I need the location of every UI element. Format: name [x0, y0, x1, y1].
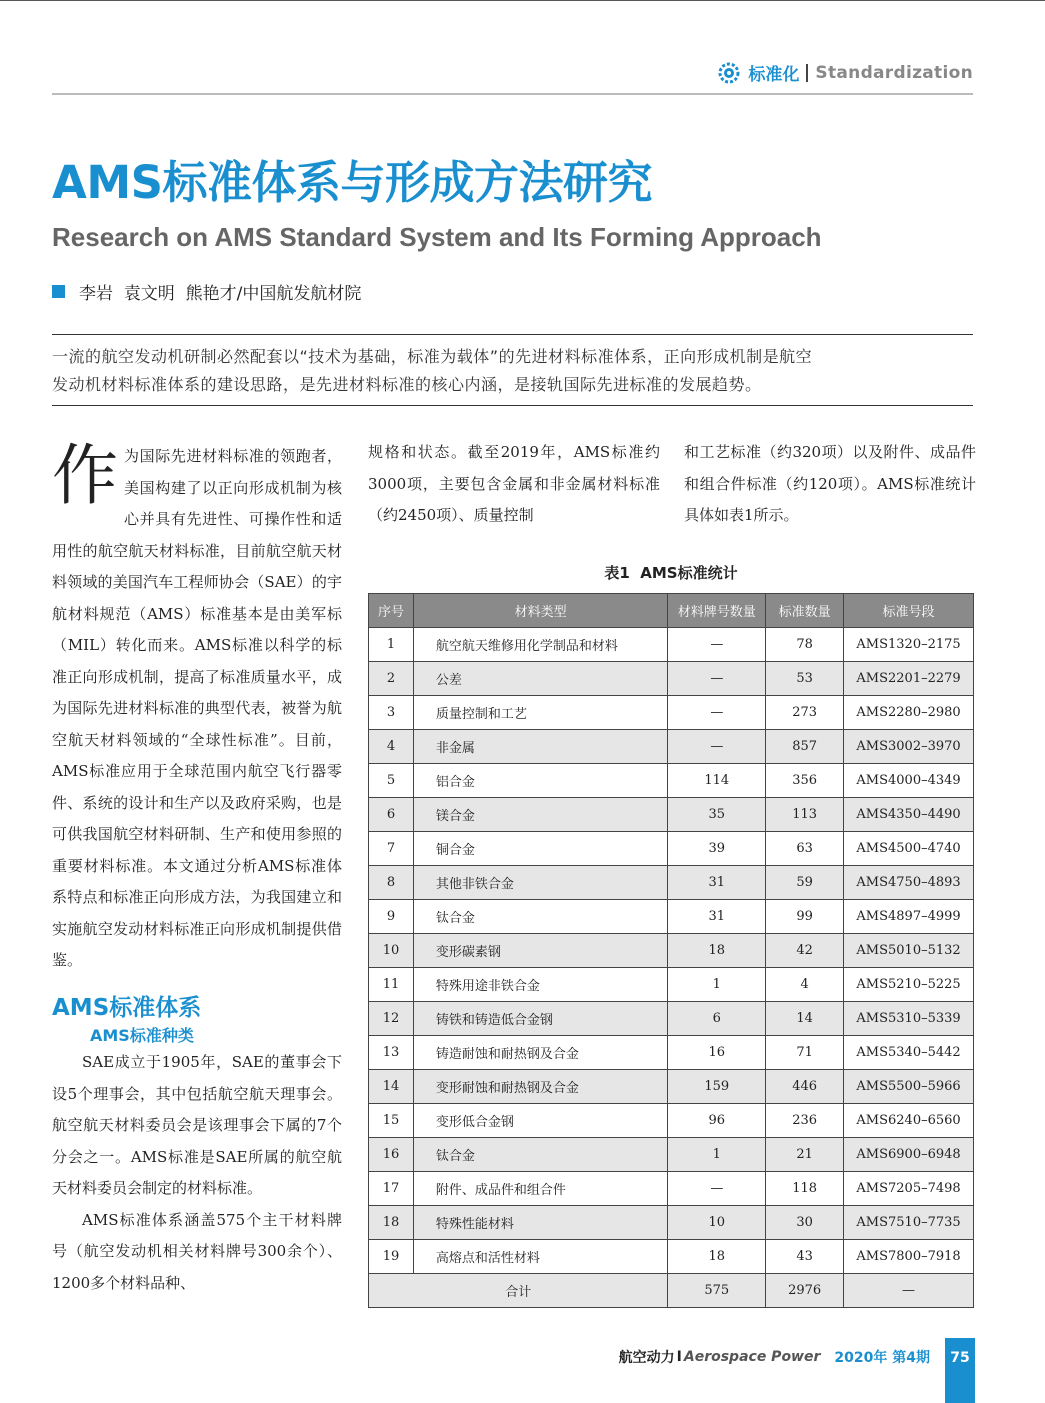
cell-standard-count: 59 [766, 866, 844, 900]
cell-material-type: 铸造耐蚀和耐热钢及合金 [413, 1036, 667, 1070]
section-label-cn: 标准化 [748, 65, 800, 85]
cell-brand-count: — [668, 628, 766, 662]
cell-material-type: 变形碳素钢 [413, 934, 667, 968]
cell-standard-range: AMS7800–7918 [844, 1240, 974, 1274]
total-label: 合计 [369, 1274, 668, 1308]
abstract-line: 发动机材料标准体系的建设思路，是先进材料标准的核心内涵，是接轨国际先进标准的发展趋势。 [52, 375, 762, 394]
cell-material-type: 特殊用途非铁合金 [413, 968, 667, 1002]
cell-index: 7 [369, 832, 414, 866]
cell-index: 18 [369, 1206, 414, 1240]
table-row [369, 628, 974, 662]
abstract-rule-bottom [52, 405, 973, 406]
cell-material-type: 非金属 [413, 730, 667, 764]
cell-standard-count: 21 [766, 1138, 844, 1172]
cell-standard-range: AMS5310–5339 [844, 1002, 974, 1036]
section-subheading: AMS标准种类 [90, 1026, 194, 1045]
cell-material-type: 其他非铁合金 [413, 866, 667, 900]
body-paragraph: 规格和状态。截至2019年，AMS标准约3000项，主要包含金属和非金属材料标准（约2450项）、质量控制 [368, 443, 660, 524]
cell-standard-count: 63 [766, 832, 844, 866]
cell-material-type: 质量控制和工艺 [413, 696, 667, 730]
cell-standard-range: AMS4897–4999 [844, 900, 974, 934]
cell-index: 11 [369, 968, 414, 1002]
table-row [369, 1036, 974, 1070]
table-row [369, 764, 974, 798]
cell-brand-count: 31 [668, 900, 766, 934]
page-number-box [945, 1338, 975, 1403]
cell-material-type: 高熔点和活性材料 [413, 1240, 667, 1274]
cell-standard-range: AMS6240–6560 [844, 1104, 974, 1138]
abstract-rule-top [52, 334, 973, 335]
cell-index: 19 [369, 1240, 414, 1274]
cell-brand-count: 1 [668, 1138, 766, 1172]
cell-standard-range: AMS7510–7735 [844, 1206, 974, 1240]
cell-standard-range: AMS2280–2980 [844, 696, 974, 730]
cell-material-type: 航空航天维修用化学制品和材料 [413, 628, 667, 662]
table-row [369, 798, 974, 832]
cell-brand-count: 16 [668, 1036, 766, 1070]
section-label-en: Standardization [815, 62, 973, 83]
column-3 [684, 437, 976, 532]
cell-brand-count: 18 [668, 1240, 766, 1274]
table-row [369, 900, 974, 934]
header-standard-range: 标准号段 [844, 594, 974, 628]
cell-standard-range: AMS4500–4740 [844, 832, 974, 866]
cell-index: 15 [369, 1104, 414, 1138]
footer-separator: I [676, 1349, 682, 1365]
cell-brand-count: 114 [668, 764, 766, 798]
cell-brand-count: — [668, 730, 766, 764]
cell-standard-count: 30 [766, 1206, 844, 1240]
table-row [369, 1172, 974, 1206]
cell-index: 13 [369, 1036, 414, 1070]
cell-standard-count: 71 [766, 1036, 844, 1070]
cell-brand-count: — [668, 1172, 766, 1206]
table-caption: 表1 AMS标准统计 [604, 564, 738, 582]
cell-material-type: 变形耐蚀和耐热钢及合金 [413, 1070, 667, 1104]
cell-standard-range: AMS5340–5442 [844, 1036, 974, 1070]
cell-index: 17 [369, 1172, 414, 1206]
cell-standard-range: AMS5010–5132 [844, 934, 974, 968]
cell-standard-count: 78 [766, 628, 844, 662]
table-row [369, 832, 974, 866]
cell-material-type: 公差 [413, 662, 667, 696]
table-row [369, 696, 974, 730]
cell-material-type: 特殊性能材料 [413, 1206, 667, 1240]
cell-index: 3 [369, 696, 414, 730]
cell-brand-count: 159 [668, 1070, 766, 1104]
table-row [369, 968, 974, 1002]
column-1-continued [52, 1047, 342, 1299]
cell-standard-count: 236 [766, 1104, 844, 1138]
cell-brand-count: 39 [668, 832, 766, 866]
cell-standard-count: 42 [766, 934, 844, 968]
body-paragraph: AMS标准体系涵盖575个主干材料牌号（航空发动机相关材料牌号300余个）、1200多个材料品种、 [52, 1210, 342, 1292]
cell-index: 8 [369, 866, 414, 900]
cell-material-type: 镁合金 [413, 798, 667, 832]
table-row [369, 866, 974, 900]
cell-standard-count: 53 [766, 662, 844, 696]
cell-standard-range: AMS4000–4349 [844, 764, 974, 798]
cell-brand-count: 6 [668, 1002, 766, 1036]
header-material-type: 材料类型 [413, 594, 667, 628]
cell-standard-range: AMS3002–3970 [844, 730, 974, 764]
abstract-line: 一流的航空发动机研制必然配套以“技术为基础，标准为载体”的先进材料标准体系，正向形成机制是航空 [52, 347, 813, 366]
page-number: 75 [950, 1350, 970, 1366]
cell-brand-count: 35 [668, 798, 766, 832]
total-brand-count: 575 [668, 1274, 766, 1308]
cell-index: 6 [369, 798, 414, 832]
article-title: AMS标准体系与形成方法研究 [52, 156, 653, 209]
cell-standard-count: 446 [766, 1070, 844, 1104]
cell-material-type: 铸铁和铸造低合金钢 [413, 1002, 667, 1036]
cell-standard-range: AMS5210–5225 [844, 968, 974, 1002]
cell-standard-count: 14 [766, 1002, 844, 1036]
cell-index: 9 [369, 900, 414, 934]
issue-label: 2020年 第4期 [834, 1350, 930, 1366]
cell-brand-count: 10 [668, 1206, 766, 1240]
gear-logo-icon [718, 62, 740, 84]
cell-standard-range: AMS4350–4490 [844, 798, 974, 832]
top-border [0, 0, 1045, 1]
section-header [718, 60, 973, 85]
cell-standard-count: 99 [766, 900, 844, 934]
cell-standard-range: AMS5500–5966 [844, 1070, 974, 1104]
intro-paragraph: 为国际先进材料标准的领跑者，美国构建了以正向形成机制为核心并具有先进性、可操作性和适用性的航空航天材料标准，目前航空航天材料领域的美国汽车工程师协会（SAE）的宇航材料规范（AMS）标准基本是由美军标（MIL）转化而来。AMS标准以科学的标准正向形成机制，提高了标准质量水平，成为国际先进材料标准的典型代表，被誉为航空航天材料领域的“全球性标准”。目前，AMS标准应用于全球范围内航空飞行器零件、系统的设计和生产以及政府采购，也是可供我国航空材料研制、生产和使用参照的重要材料标准。本文通过分析AMS标准体系特点和标准正向形成方法，为我国建立和实施航空发动材料标准正向形成机制提供借鉴。 [52, 447, 342, 969]
cell-material-type: 钛合金 [413, 1138, 667, 1172]
table-row [369, 1104, 974, 1138]
header-index: 序号 [369, 594, 414, 628]
cell-material-type: 铝合金 [413, 764, 667, 798]
cell-standard-range: AMS6900–6948 [844, 1138, 974, 1172]
body-paragraph: SAE成立于1905年，SAE的董事会下设5个理事会，其中包括航空航天理事会。航空航天材料委员会是该理事会下属的7个分会之一。AMS标准是SAE所属的航空航天材料委员会制定的材料标准。 [52, 1053, 342, 1197]
cell-brand-count: 31 [668, 866, 766, 900]
cell-standard-count: 273 [766, 696, 844, 730]
author-line [52, 279, 361, 304]
cell-standard-range: AMS7205–7498 [844, 1172, 974, 1206]
cell-standard-count: 43 [766, 1240, 844, 1274]
total-range: — [844, 1274, 974, 1308]
cell-index: 4 [369, 730, 414, 764]
cell-index: 16 [369, 1138, 414, 1172]
cell-index: 12 [369, 1002, 414, 1036]
cell-index: 14 [369, 1070, 414, 1104]
header-rule [52, 93, 973, 95]
cell-standard-range: AMS1320–2175 [844, 628, 974, 662]
table-header-row [369, 594, 974, 628]
cell-index: 1 [369, 628, 414, 662]
abstract [52, 343, 973, 399]
cell-standard-count: 857 [766, 730, 844, 764]
cell-brand-count: — [668, 662, 766, 696]
header-brand-count: 材料牌号数量 [668, 594, 766, 628]
square-bullet-icon [52, 285, 65, 298]
cell-standard-count: 118 [766, 1172, 844, 1206]
table-total-row [369, 1274, 974, 1308]
cell-standard-count: 113 [766, 798, 844, 832]
total-standard-count: 2976 [766, 1274, 844, 1308]
table-row [369, 1206, 974, 1240]
cell-index: 2 [369, 662, 414, 696]
cell-standard-count: 356 [766, 764, 844, 798]
page-footer [619, 1347, 930, 1367]
table-row [369, 1240, 974, 1274]
article-subtitle: Research on AMS Standard System and Its Forming Approach [52, 222, 822, 252]
table-row [369, 730, 974, 764]
section-heading: AMS标准体系 [52, 995, 202, 1021]
table-row [369, 934, 974, 968]
cell-brand-count: 96 [668, 1104, 766, 1138]
cell-brand-count: 1 [668, 968, 766, 1002]
header-divider [806, 64, 808, 82]
table-row [369, 1070, 974, 1104]
cell-brand-count: 18 [668, 934, 766, 968]
cell-material-type: 附件、成品件和组合件 [413, 1172, 667, 1206]
table-row [369, 662, 974, 696]
cell-standard-count: 4 [766, 968, 844, 1002]
cell-material-type: 铜合金 [413, 832, 667, 866]
journal-name-cn: 航空动力 [618, 1350, 675, 1366]
cell-material-type: 变形低合金钢 [413, 1104, 667, 1138]
body-paragraph: 和工艺标准（约320项）以及附件、成品件和组合件标准（约120项）。AMS标准统计具体如表1所示。 [684, 443, 976, 524]
cell-standard-range: AMS2201–2279 [844, 662, 974, 696]
ams-statistics-table [368, 593, 974, 1308]
cell-index: 5 [369, 764, 414, 798]
table-row [369, 1138, 974, 1172]
column-1 [52, 437, 342, 977]
column-2 [368, 437, 660, 532]
cell-standard-range: AMS4750–4893 [844, 866, 974, 900]
table-row [369, 1002, 974, 1036]
header-standard-count: 标准数量 [766, 594, 844, 628]
authors: 李岩 袁文明 熊艳才/中国航发航材院 [79, 284, 362, 304]
drop-cap: 作 [52, 437, 118, 514]
cell-index: 10 [369, 934, 414, 968]
cell-material-type: 钛合金 [413, 900, 667, 934]
journal-name-en: Aerospace Power [683, 1349, 821, 1365]
cell-brand-count: — [668, 696, 766, 730]
